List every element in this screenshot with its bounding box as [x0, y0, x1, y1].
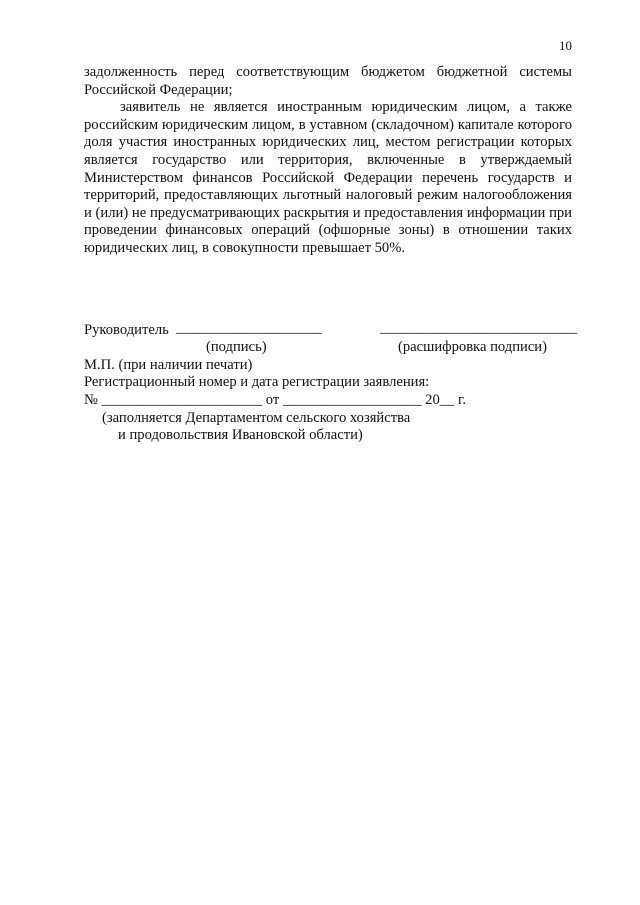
registration-label: Регистрационный номер и дата регистрации заявления:: [84, 374, 430, 390]
registration-note-line-1: (заполняется Департаментом сельского хозяйства: [102, 410, 411, 426]
signature-decode-blank: ___________________________: [380, 320, 578, 336]
page-number: 10: [559, 38, 572, 53]
document-body: [84, 64, 572, 258]
head-label: Руководитель: [84, 322, 169, 338]
registration-number-line: № ______________________ от ___________________ 20__ г.: [84, 392, 466, 408]
stamp-line: М.П. (при наличии печати): [84, 357, 253, 373]
signature-caption: (подпись): [206, 339, 267, 355]
registration-note-line-2: и продовольствия Ивановской области): [118, 427, 363, 443]
signature-blank: ____________________: [176, 320, 322, 336]
paragraph-debt: задолженность перед соответствующим бюджетом бюджетной системы Российской Федерации;: [84, 64, 572, 98]
signature-decode-caption: (расшифровка подписи): [398, 339, 547, 355]
paragraph-foreign-entity: заявитель не является иностранным юридическим лицом, а также российским юридическим лицом, в уставном (складочном) капитале которого доля участия иностранных юридических лиц, местом регистрации которых является государство или территория, включенные в утверждаемый Министерством финансов Российской Федерации перечень государств и территорий, предоставляющих льготный налоговый режим налогообложения и (или) не предусматривающих раскрытия и предоставления информации при проведении финансовых операций (офшорные зоны) в отношении таких юридических лиц, в совокупности превышает 50%.: [84, 99, 572, 256]
